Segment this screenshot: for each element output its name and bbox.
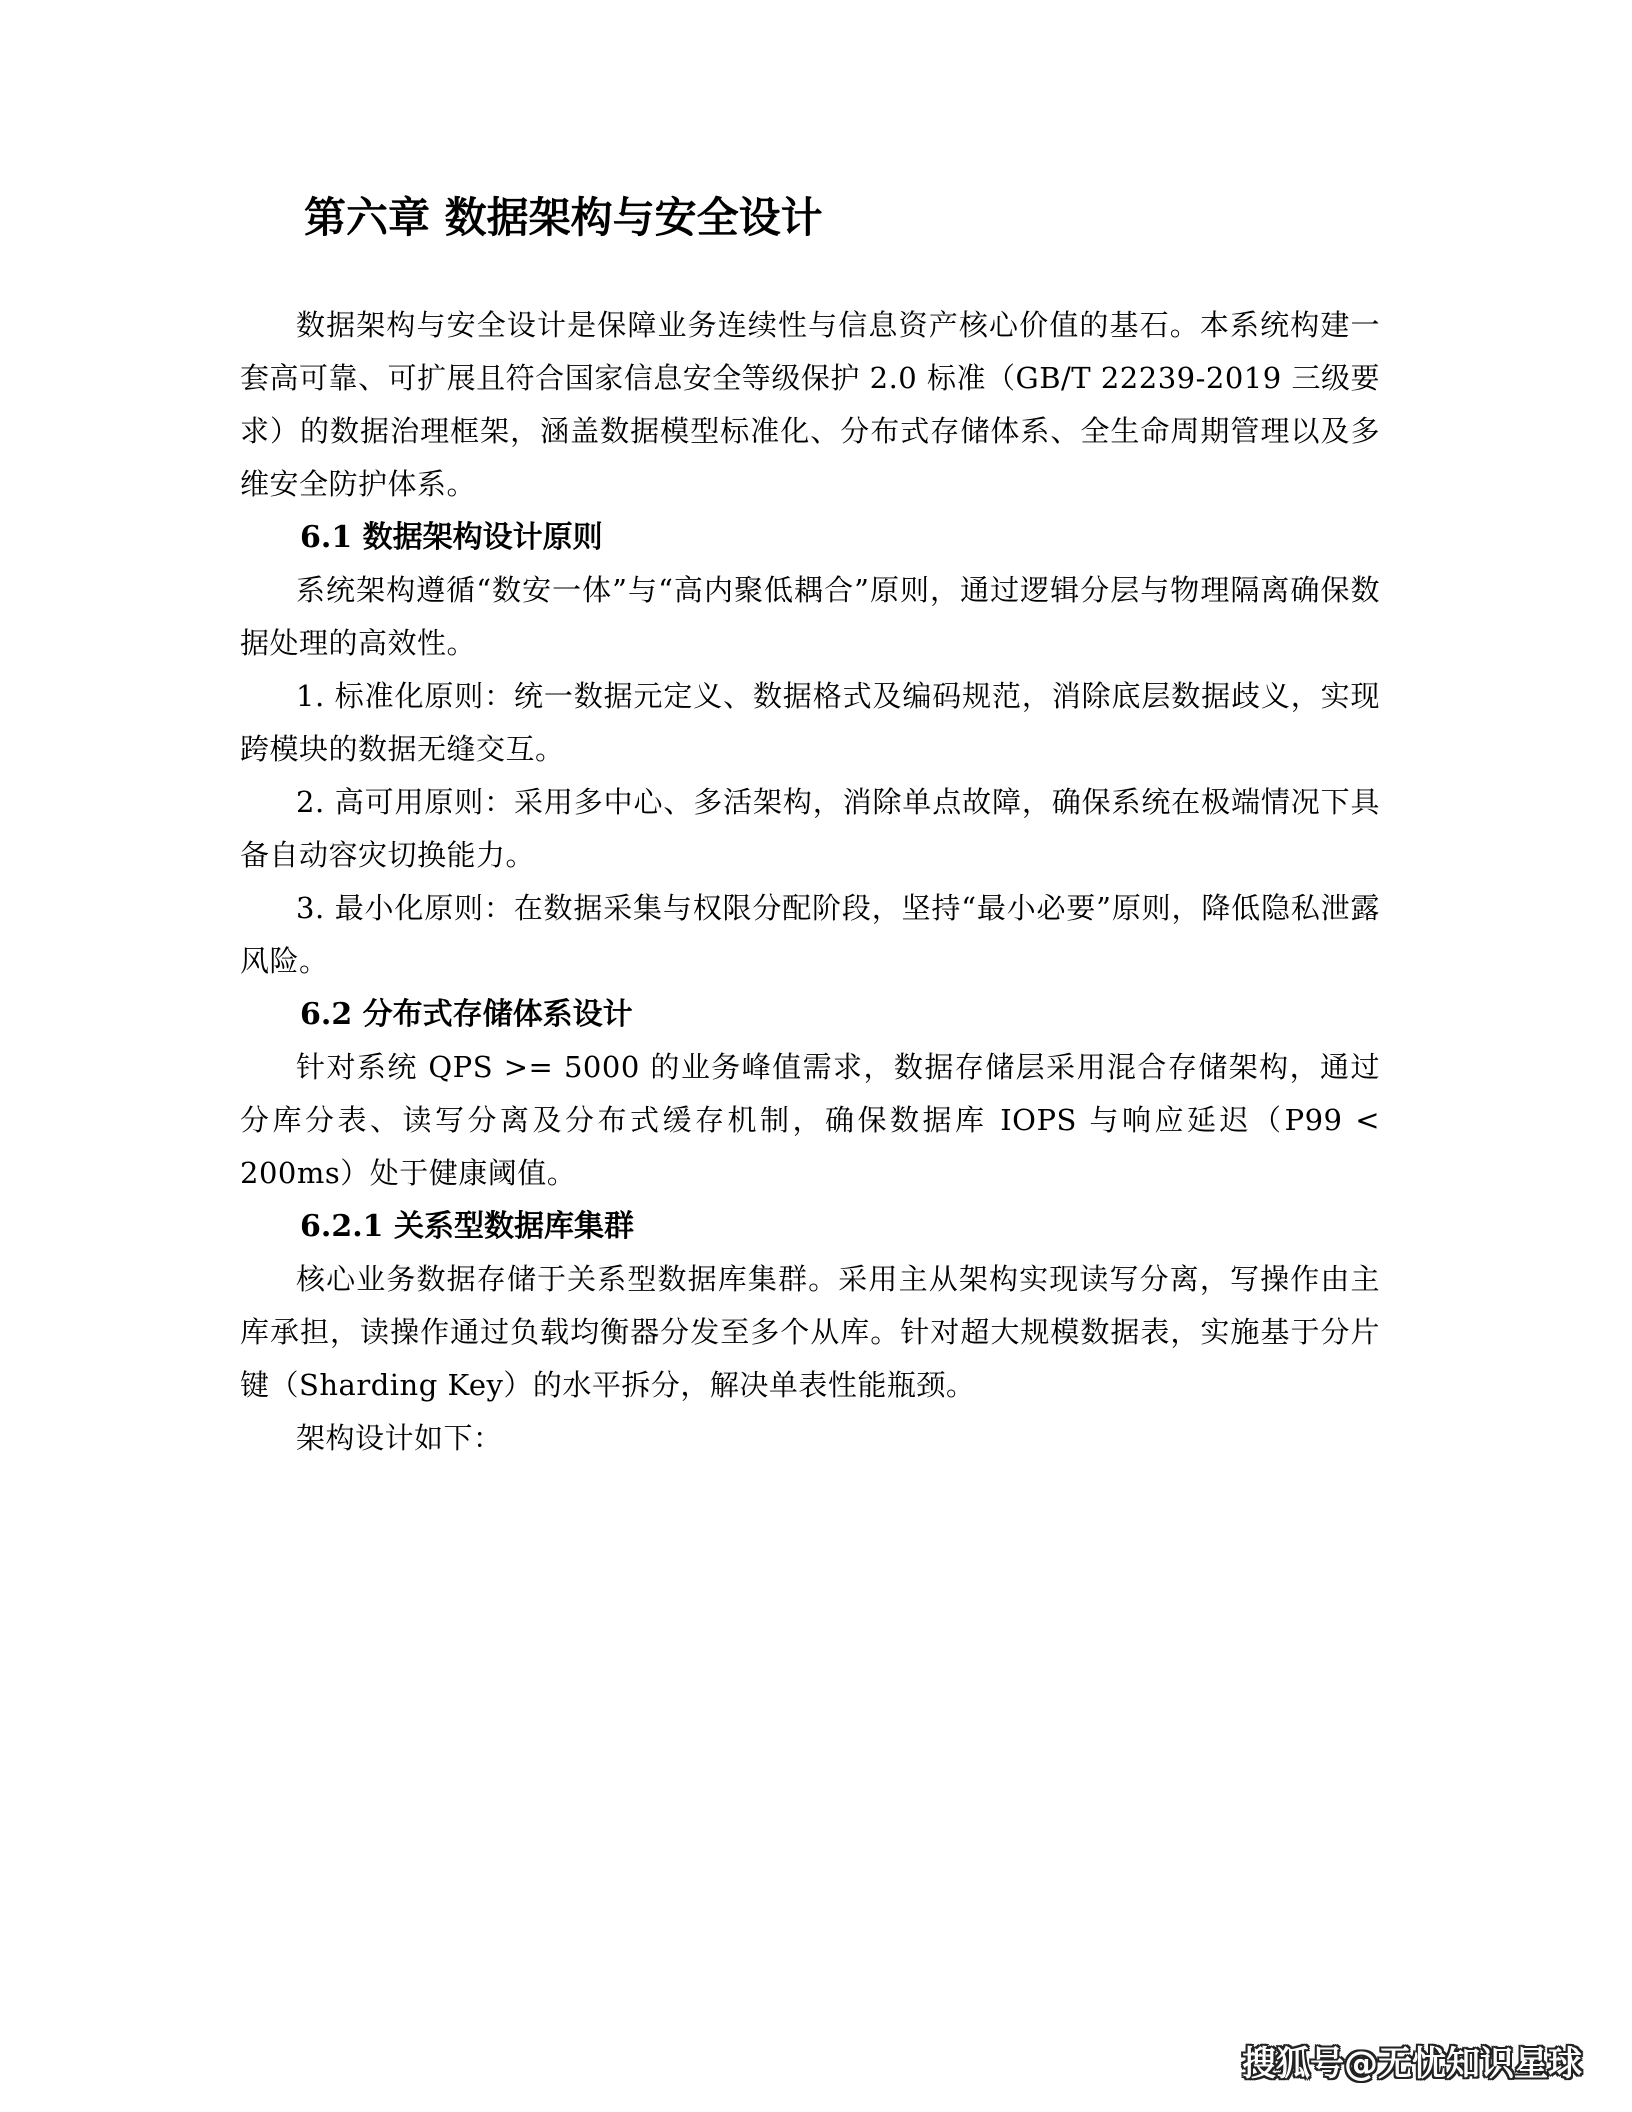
section-heading-6-1: 6.1 数据架构设计原则 — [300, 520, 603, 555]
watermark: 搜狐号@无忧知识星球 — [1242, 2044, 1582, 2084]
intro-paragraph: 数据架构与安全设计是保障业务连续性与信息资产核心价值的基石。本系统构建一套高可靠、可扩展且符合国家信息安全等级保护 2.0 标准（GB/T 22239-2019 三级要求）的数据治理框架，涵盖数据模型标准化、分布式存储体系、全生命周期管理以及多维安全防护体系。 — [240, 308, 1380, 501]
page-content — [240, 185, 1380, 1465]
section-6-2-1-body: 核心业务数据存储于关系型数据库集群。采用主从架构实现读写分离，写操作由主库承担，读操作通过负载均衡器分发至多个从库。针对超大规模数据表，实施基于分片键（Sharding Key）的水平拆分，解决单表性能瓶颈。 — [240, 1262, 1380, 1402]
section-6-2-1-closing: 架构设计如下： — [296, 1421, 503, 1455]
principle-item-2: 2. 高可用原则：采用多中心、多活架构，消除单点故障，确保系统在极端情况下具备自动容灾切换能力。 — [240, 785, 1380, 872]
chapter-title: 第六章 数据架构与安全设计 — [304, 193, 823, 242]
principle-item-1: 1. 标准化原则：统一数据元定义、数据格式及编码规范，消除底层数据歧义，实现跨模块的数据无缝交互。 — [240, 679, 1380, 766]
section-6-1-body: 系统架构遵循“数安一体”与“高内聚低耦合”原则，通过逻辑分层与物理隔离确保数据处理的高效性。 — [240, 573, 1380, 660]
principle-item-3: 3. 最小化原则：在数据采集与权限分配阶段，坚持“最小必要”原则，降低隐私泄露风险。 — [240, 891, 1380, 978]
section-6-2-body: 针对系统 QPS >= 5000 的业务峰值需求，数据存储层采用混合存储架构，通过分库分表、读写分离及分布式缓存机制，确保数据库 IOPS 与响应延迟（P99 < 200ms）处于健康阈值。 — [240, 1050, 1380, 1190]
section-heading-6-2-1: 6.2.1 关系型数据库集群 — [300, 1209, 634, 1244]
section-heading-6-2: 6.2 分布式存储体系设计 — [300, 997, 633, 1032]
